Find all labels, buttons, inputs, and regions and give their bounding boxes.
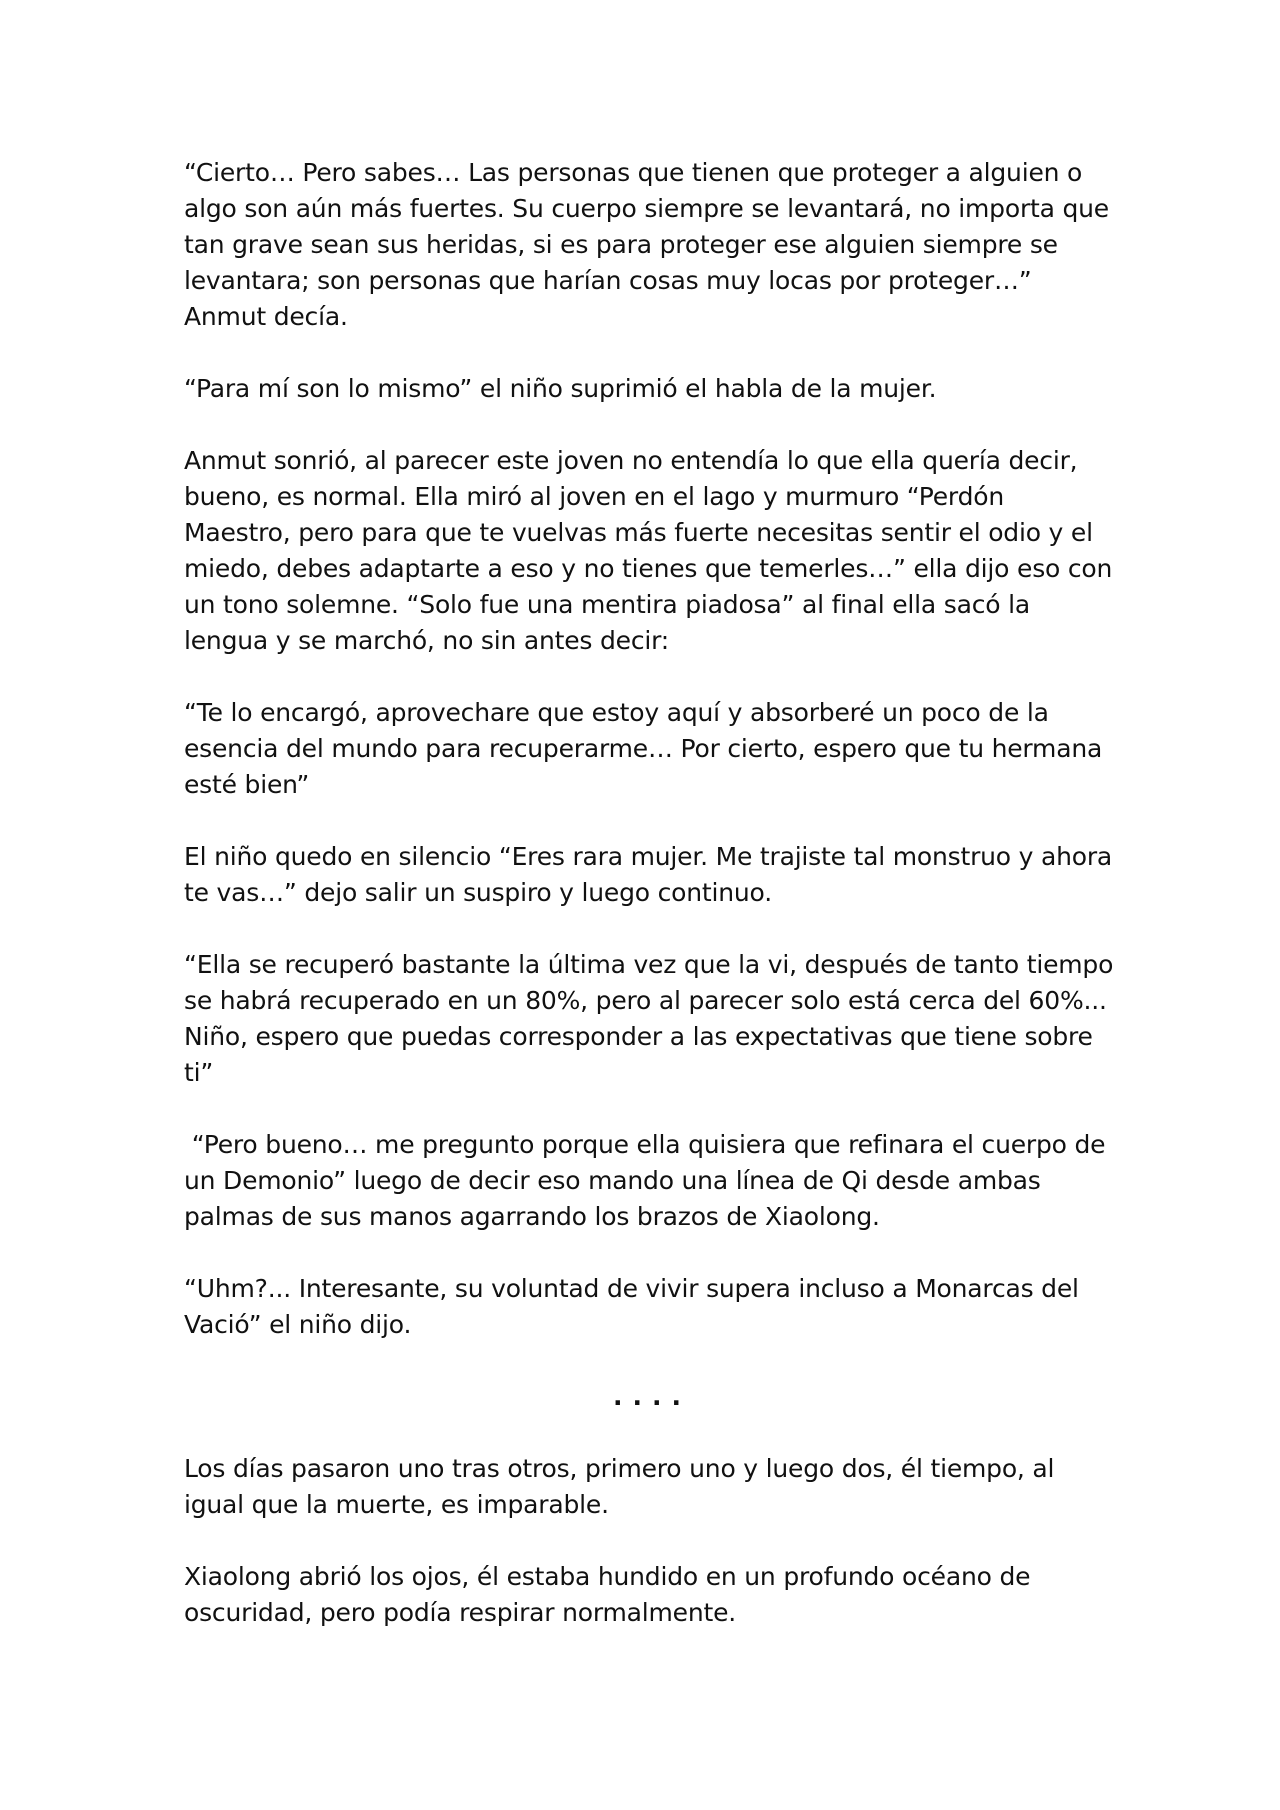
paragraph: “Para mí son lo mismo” el niño suprimió el habla de la mujer. xyxy=(184,374,937,403)
paragraph: Los días pasaron uno tras otros, primero uno y luego dos, él tiempo, al igual que la muerte, es imparable. xyxy=(184,1454,1063,1519)
paragraph: El niño quedo en silencio “Eres rara mujer. Me trajiste tal monstruo y ahora te vas…” dejo salir un suspiro y luego continuo. xyxy=(184,842,1120,907)
document-body xyxy=(184,155,1121,1667)
paragraph: “Cierto… Pero sabes… Las personas que tienen que proteger a alguien o algo son aún más fuertes. Su cuerpo siempre se levantará, no importa que tan grave sean sus heridas, si es para proteger ese alguien siempre se levantara; son personas que harían cosas muy locas por proteger…” Anmut decía. xyxy=(184,158,1117,331)
paragraph: “Pero bueno… me pregunto porque ella quisiera que refinara el cuerpo de un Demonio” luego de decir eso mando una línea de Qi desde ambas palmas de sus manos agarrando los brazos de Xiaolong. xyxy=(184,1130,1114,1231)
paragraph: “Ella se recuperó bastante la última vez que la vi, después de tanto tiempo se habrá recuperado en un 80%, pero al parecer solo está cerca del 60%... Niño, espero que puedas corresponder a las expectativas que tiene sobre ti” xyxy=(184,950,1121,1087)
paragraph: “Uhm?... Interesante, su voluntad de vivir supera incluso a Monarcas del Vació” el niño dijo. xyxy=(184,1274,1087,1339)
section-separator: .... xyxy=(613,1382,691,1411)
paragraph: Xiaolong abrió los ojos, él estaba hundido en un profundo océano de oscuridad, pero podía respirar normalmente. xyxy=(184,1562,1039,1627)
paragraph: Anmut sonrió, al parecer este joven no entendía lo que ella quería decir, bueno, es normal. Ella miró al joven en el lago y murmuro “Perdón Maestro, pero para que te vuelvas más fuerte necesitas sentir el odio y el miedo, debes adaptarte a eso y no tienes que temerles…” ella dijo eso con un tono solemne. “Solo fue una mentira piadosa” al final ella sacó la lengua y se marchó, no sin antes decir: xyxy=(184,446,1120,655)
paragraph: “Te lo encargó, aprovechare que estoy aquí y absorberé un poco de la esencia del mundo para recuperarme… Por cierto, espero que tu hermana esté bien” xyxy=(184,698,1110,799)
